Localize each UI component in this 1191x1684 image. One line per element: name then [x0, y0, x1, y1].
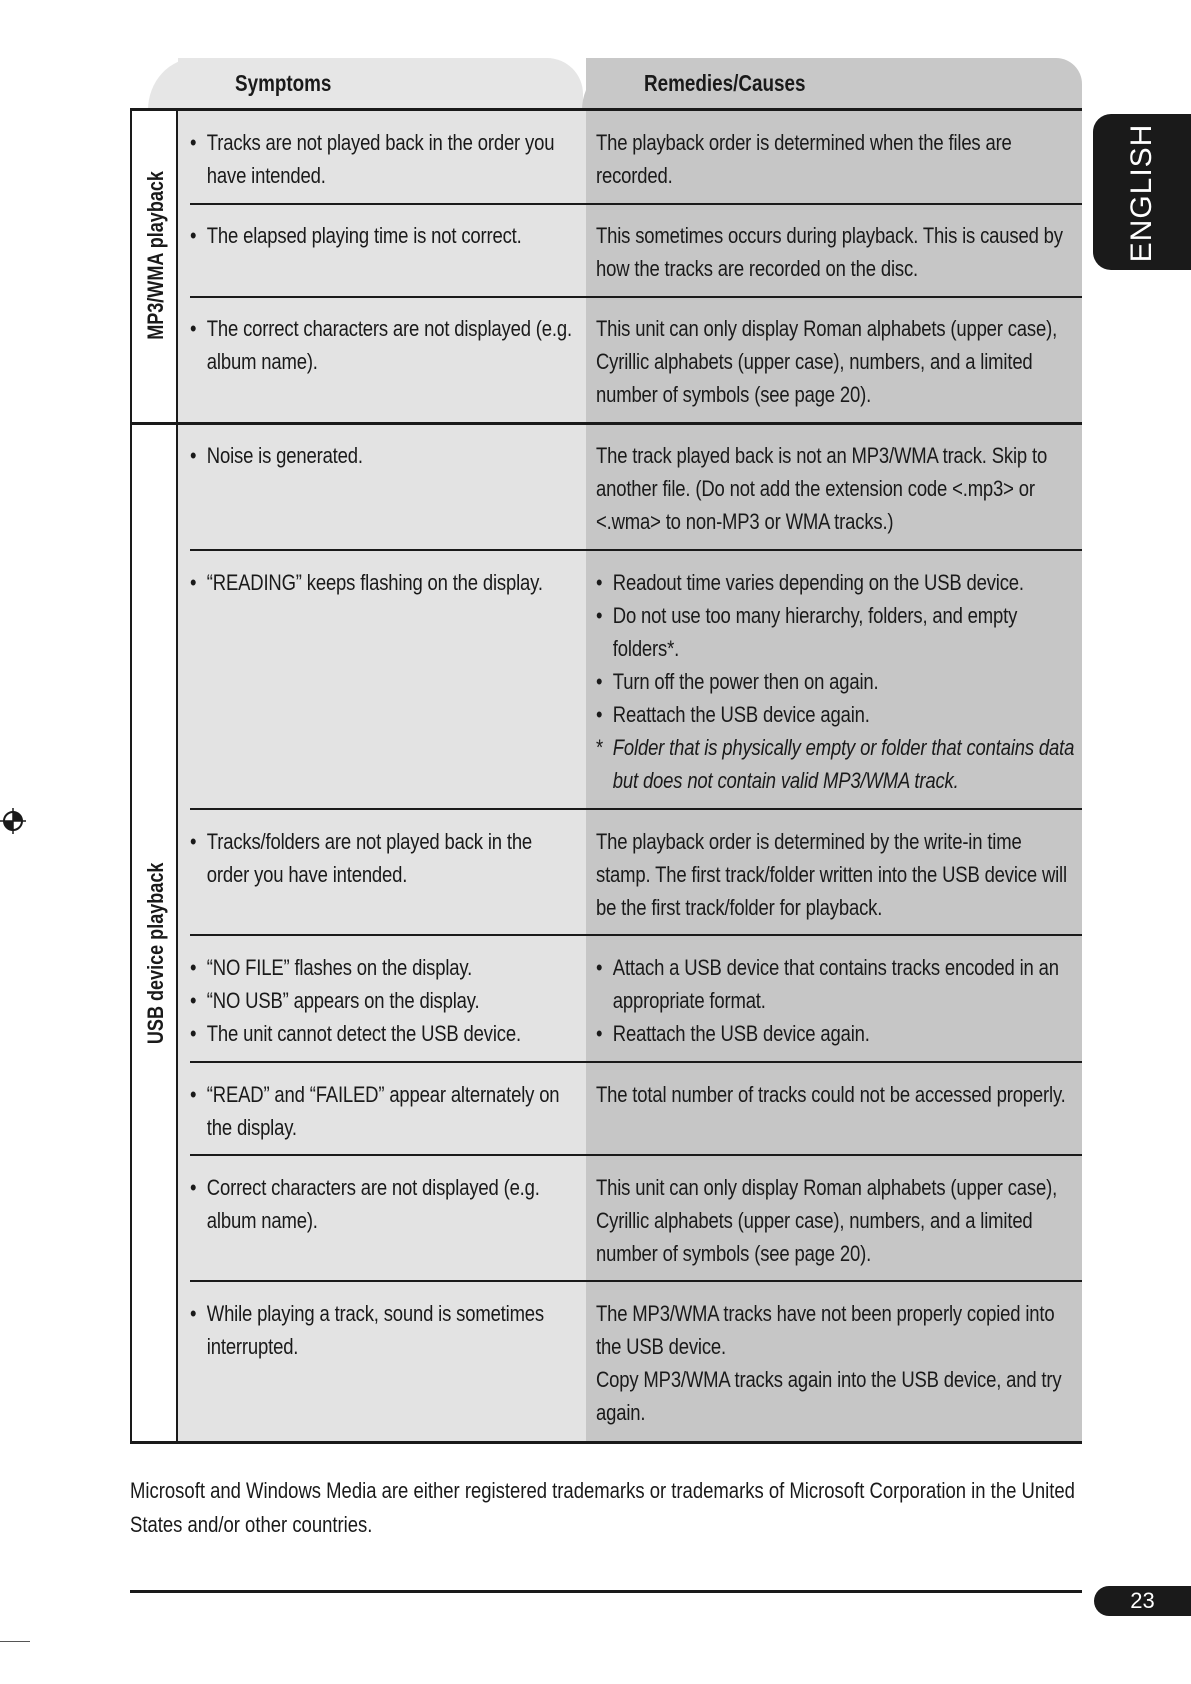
symptom-item: • The elapsed playing time is not correct. [190, 219, 573, 252]
symptom-cell [190, 1078, 570, 1144]
language-tab-label: ENGLISH [1125, 123, 1158, 263]
symptom-item: • “READING” keeps flashing on the display. [190, 566, 573, 599]
remedy-item: • Reattach the USB device again. [596, 698, 1080, 731]
remedy-text: This unit can only display Roman alphabets (upper case), Cyrillic alphabets (upper case), numbers, and a limited number of symbols (see page 20). [596, 316, 1058, 407]
remedy-text: This sometimes occurs during playback. This is caused by how the tracks are recorded on the disc. [596, 223, 1063, 281]
row-divider [190, 808, 1082, 810]
crop-mark [0, 1641, 30, 1642]
remedies-header: Remedies/Causes [644, 70, 806, 96]
remedy-cell [596, 126, 1076, 192]
symptom-item: • Correct characters are not displayed (e.g. album name). [190, 1171, 573, 1237]
symptom-item: • Noise is generated. [190, 439, 573, 472]
row-divider [190, 296, 1082, 298]
remedy-cell [596, 1078, 1076, 1111]
symptoms-header: Symptoms [235, 70, 332, 96]
remedy-cell [596, 951, 1076, 1050]
remedy-item: • Readout time varies depending on the USB device. [596, 566, 1080, 599]
remedy-cell [596, 1297, 1076, 1429]
remedy-cell [596, 825, 1076, 924]
remedy-cell [596, 566, 1076, 797]
row-divider [190, 203, 1082, 205]
remedy-cell [596, 219, 1076, 285]
symptom-cell [190, 1297, 570, 1363]
group-label-mp3: MP3/WMA playback [143, 171, 168, 340]
group-divider [130, 422, 1082, 425]
remedy-item: • Do not use too many hierarchy, folders, and empty folders*. [596, 599, 1080, 665]
registration-mark-icon [0, 808, 26, 834]
row-divider [190, 1061, 1082, 1063]
symptom-item: • The correct characters are not displayed (e.g. album name). [190, 312, 573, 378]
remedy-cell [596, 312, 1076, 411]
symptom-item: • “READ” and “FAILED” appear alternately on the display. [190, 1078, 573, 1144]
symptom-item: • Tracks are not played back in the order you have intended. [190, 126, 573, 192]
symptom-cell [190, 126, 570, 192]
group-label-usb: USB device playback [143, 862, 168, 1045]
symptom-cell [190, 1171, 570, 1237]
row-divider [190, 549, 1082, 551]
symptom-item: • “NO FILE” flashes on the display. [190, 951, 573, 984]
trademark-footnote: Microsoft and Windows Media are either registered trademarks or trademarks of Microsoft Corporation in the United States and/or other countries. [130, 1478, 1075, 1537]
symptom-cell [190, 439, 570, 472]
bottom-rule [130, 1590, 1082, 1593]
remedy-text: The playback order is determined when the files are recorded. [596, 130, 1012, 188]
remedy-item: • Attach a USB device that contains tracks encoded in an appropriate format. [596, 951, 1080, 1017]
remedy-text: This unit can only display Roman alphabets (upper case), Cyrillic alphabets (upper case), numbers, and a limited number of symbols (see page 20). [596, 1175, 1058, 1266]
symptom-cell [190, 219, 570, 252]
remedy-cell [596, 1171, 1076, 1270]
remedy-item: • Turn off the power then on again. [596, 665, 1080, 698]
symptom-item: • “NO USB” appears on the display. [190, 984, 573, 1017]
symptom-item: • Tracks/folders are not played back in the order you have intended. [190, 825, 573, 891]
row-divider [190, 934, 1082, 936]
remedy-item: • Reattach the USB device again. [596, 1017, 1080, 1050]
remedy-text: The total number of tracks could not be accessed properly. [596, 1082, 1066, 1107]
symptom-cell [190, 566, 570, 599]
page-number: 23 [1094, 1586, 1191, 1616]
remedy-text: The playback order is determined by the write-in time stamp. The first track/folder written into the USB device will be the first track/folder for playback. [596, 829, 1067, 920]
symptom-cell [190, 825, 570, 891]
row-divider [190, 1280, 1082, 1282]
symptom-item: • While playing a track, sound is sometimes interrupted. [190, 1297, 573, 1363]
symptom-item: • The unit cannot detect the USB device. [190, 1017, 573, 1050]
remedy-text: Copy MP3/WMA tracks again into the USB device, and try again. [596, 1367, 1062, 1425]
remedy-footnote: * Folder that is physically empty or folder that contains data but does not contain valid MP3/WMA track. [596, 731, 1080, 797]
symptom-cell [190, 951, 570, 1050]
remedy-cell [596, 439, 1076, 538]
remedy-text: The MP3/WMA tracks have not been properly copied into the USB device. [596, 1301, 1055, 1359]
symptom-cell [190, 312, 570, 378]
row-divider [190, 1154, 1082, 1156]
remedy-text: The track played back is not an MP3/WMA track. Skip to another file. (Do not add the extension code <.mp3> or <.wma> to non-MP3 or WMA tracks.) [596, 443, 1048, 534]
